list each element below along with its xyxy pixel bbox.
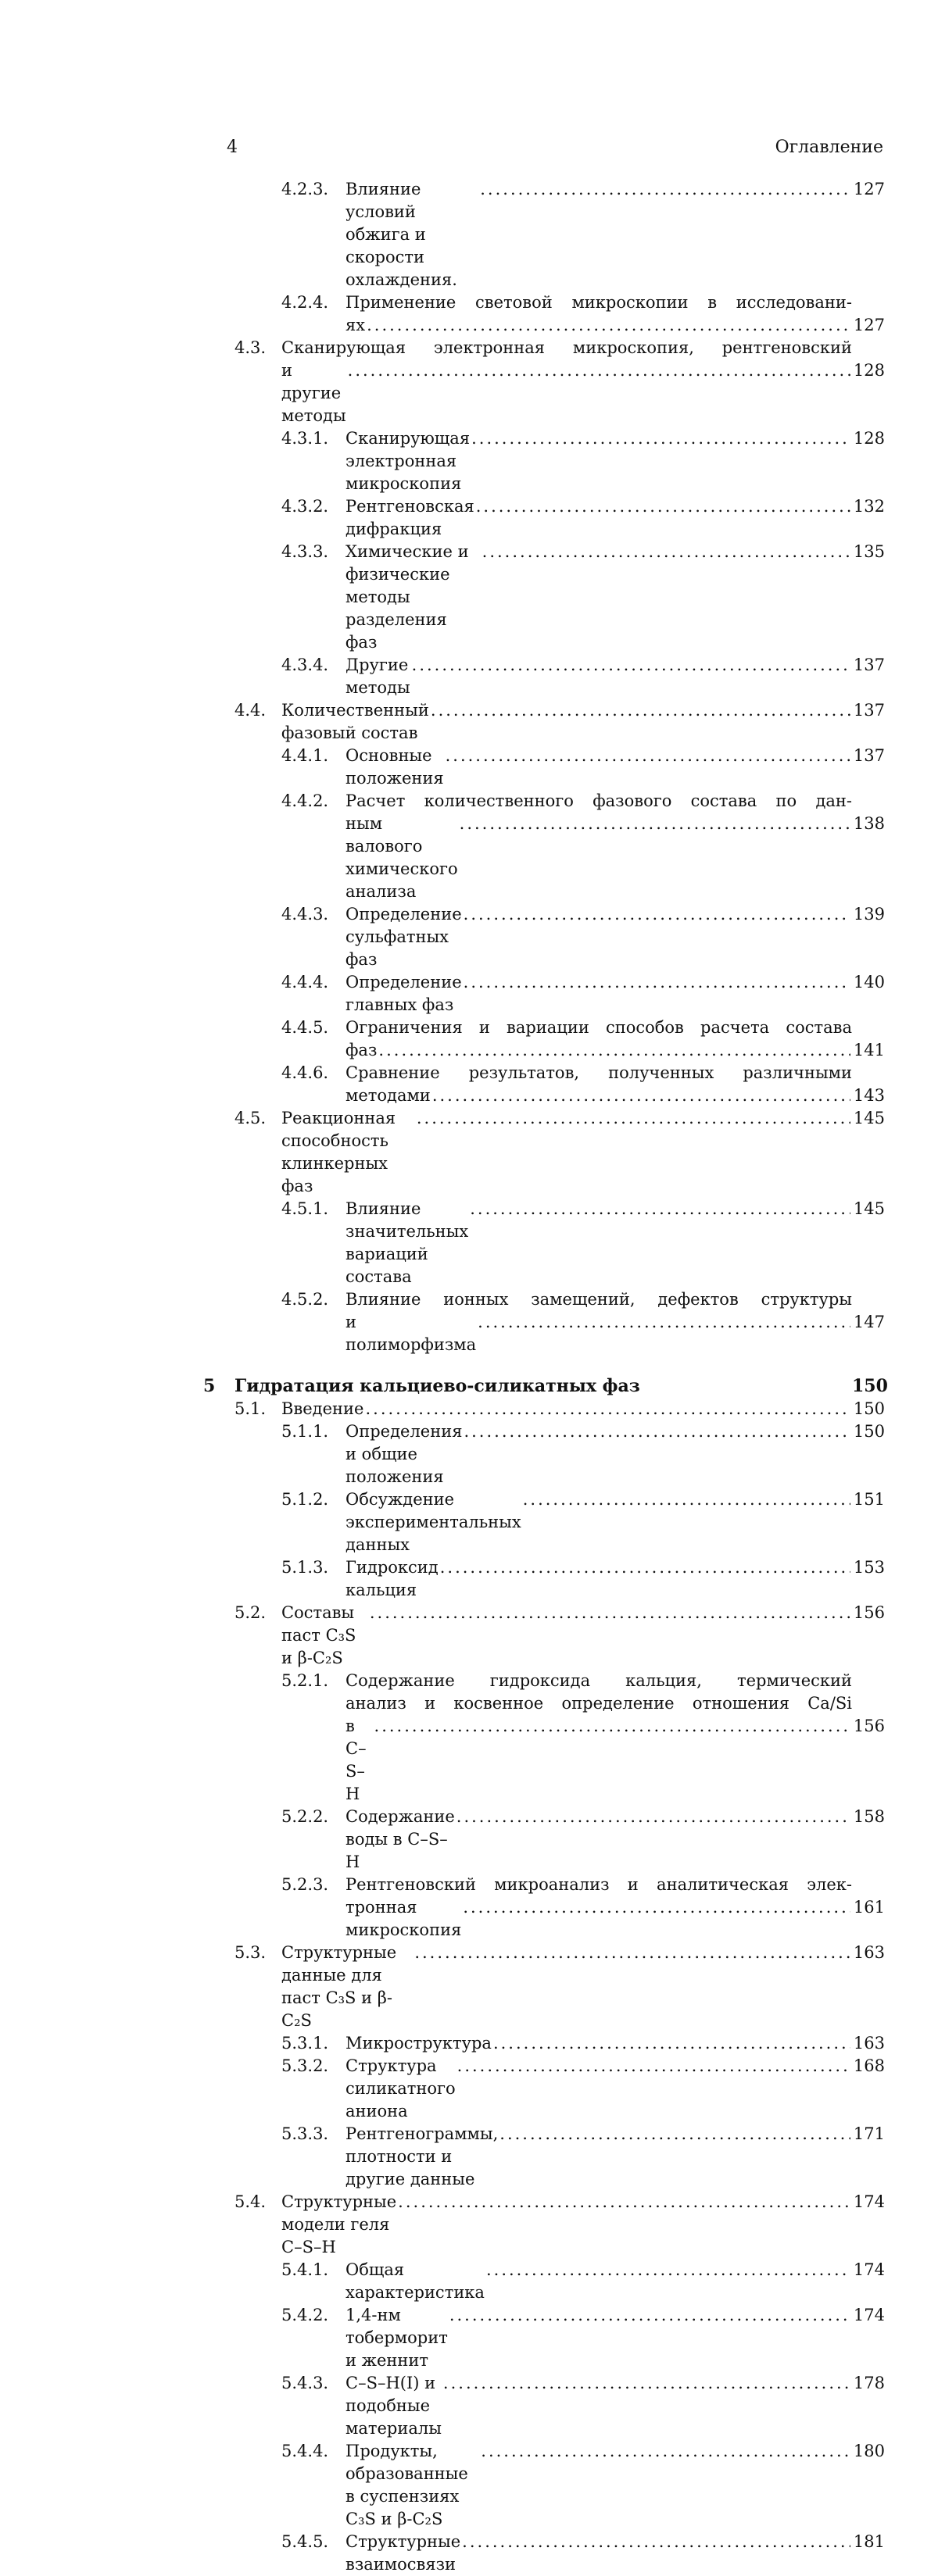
toc-entry-number: 5.4.5. xyxy=(281,2532,329,2551)
toc-entry-number: 5 xyxy=(203,1376,216,1396)
toc-entry-page: 161 xyxy=(853,1898,885,1917)
dot-leader xyxy=(471,427,850,450)
toc-entry-body xyxy=(345,790,885,903)
toc-entry-title: Структурные взаимосвязи xyxy=(345,2532,461,2574)
toc-entry-page: 156 xyxy=(853,1603,885,1622)
toc-entry[interactable] xyxy=(203,1874,885,1942)
toc-entry-number: 5.4.2. xyxy=(281,2306,329,2324)
toc-entry-body xyxy=(345,971,885,1016)
toc-entry-page: 128 xyxy=(853,429,885,448)
toc-entry-title: Влияние значительных вариаций состава xyxy=(345,1199,469,1286)
toc-entry[interactable] xyxy=(203,745,885,790)
dot-leader xyxy=(398,2191,850,2213)
toc-entry-number: 5.2. xyxy=(234,1603,267,1622)
toc-entry-number: 4.4.4. xyxy=(281,973,329,991)
toc-entry-title: Введение xyxy=(281,1399,364,1418)
dot-leader xyxy=(446,745,850,767)
toc-entry-title: Химические и физические методы разделения фаз xyxy=(345,542,469,652)
dot-leader xyxy=(463,1896,850,1919)
toc-entry-page: 141 xyxy=(853,1041,885,1059)
toc-entry[interactable] xyxy=(203,1420,885,1488)
dot-leader xyxy=(464,1420,850,1443)
toc-entry-number: 4.3.3. xyxy=(281,542,329,561)
toc-entry-number: 5.3. xyxy=(234,1943,267,1962)
toc-entry-page: 163 xyxy=(853,1943,885,1962)
toc-entry-number: 4.4.3. xyxy=(281,905,329,924)
toc-entry-number: 4.4.6. xyxy=(281,1063,329,1082)
toc-entry[interactable] xyxy=(203,427,885,495)
dot-leader xyxy=(440,1556,850,1579)
toc-entry-title: 1,4-нм тоберморит и женнит xyxy=(345,2306,448,2370)
toc-entry-body xyxy=(345,1806,885,1874)
table-of-contents xyxy=(203,178,888,2576)
dot-leader xyxy=(367,314,850,337)
toc-entry-number: 5.3.3. xyxy=(281,2124,329,2143)
toc-entry-title: Структура силикатного аниона xyxy=(345,2056,456,2120)
toc-entry-body xyxy=(345,654,885,699)
dot-leader xyxy=(412,654,850,677)
toc-entry-page: 132 xyxy=(853,497,885,516)
toc-entry-body xyxy=(345,2372,885,2440)
toc-entry-title: Рентгеновская дифракция xyxy=(345,497,474,538)
toc-entry-number: 4.3. xyxy=(234,338,267,357)
toc-entry[interactable] xyxy=(203,1062,885,1107)
toc-entry-title-line: Рентгеновский микроанализ и аналитическая элек- xyxy=(345,1875,852,1894)
toc-entry[interactable] xyxy=(203,495,885,541)
toc-entry-body xyxy=(345,1288,885,1356)
toc-entry-page: 158 xyxy=(853,1807,885,1826)
dot-leader xyxy=(456,1806,850,1828)
toc-entry-title: ях xyxy=(345,316,366,334)
toc-entry-title: Структурные данные для паст C₃S и β-C₂S xyxy=(281,1943,397,2030)
dot-leader xyxy=(464,903,850,926)
running-head-title: Оглавление xyxy=(775,138,883,157)
toc-entry-page: 178 xyxy=(853,2374,885,2392)
toc-entry-number: 4.3.1. xyxy=(281,429,329,448)
dot-leader xyxy=(443,2372,850,2395)
toc-entry[interactable] xyxy=(203,654,885,699)
toc-entry-number: 5.4.1. xyxy=(281,2260,329,2279)
toc-entry-body xyxy=(281,337,885,427)
toc-entry-page: 174 xyxy=(853,2192,885,2211)
toc-entry-body xyxy=(345,2123,885,2191)
toc-entry[interactable] xyxy=(203,2372,885,2440)
toc-entry-body xyxy=(345,1874,885,1942)
toc-entry-body xyxy=(281,699,885,745)
toc-entry-title: Реакционная способность клинкерных фаз xyxy=(281,1109,396,1195)
dot-leader xyxy=(374,1715,850,1738)
toc-entry[interactable] xyxy=(203,699,885,745)
toc-entry[interactable] xyxy=(203,178,885,291)
toc-entry-page: 137 xyxy=(853,701,885,720)
toc-entry-number: 4.4. xyxy=(234,701,267,720)
toc-entry-page: 151 xyxy=(853,1490,885,1509)
toc-entry[interactable] xyxy=(203,1670,885,1806)
toc-entry[interactable] xyxy=(203,1806,885,1874)
toc-entry-title: C–S–H(I) и подобные материалы xyxy=(345,2374,442,2438)
toc-entry[interactable] xyxy=(203,903,885,971)
toc-entry-title-line: Ограничения и вариации способов расчета состава xyxy=(345,1018,852,1037)
toc-entry-body xyxy=(281,1107,885,1198)
toc-chapter-entry[interactable] xyxy=(203,1375,888,1398)
dot-leader xyxy=(414,1942,850,1964)
toc-entry-page: 180 xyxy=(853,2442,885,2460)
toc-entry-body xyxy=(345,291,885,337)
toc-entry-title: Составы паст C₃S и β-C₂S xyxy=(281,1603,356,1667)
toc-entry-number: 5.1.1. xyxy=(281,1422,329,1441)
toc-entry-page: 150 xyxy=(852,1376,888,1396)
toc-entry-page: 127 xyxy=(853,180,885,198)
toc-entry-title: ным валового химического анализа xyxy=(345,814,458,901)
toc-entry-page: 128 xyxy=(853,361,885,380)
toc-entry-body xyxy=(345,2304,885,2372)
toc-entry-body xyxy=(345,745,885,790)
running-head xyxy=(227,138,883,161)
toc-entry-page: 163 xyxy=(853,2034,885,2053)
toc-entry-number: 4.3.2. xyxy=(281,497,329,516)
toc-entry-page: 137 xyxy=(853,746,885,765)
toc-entry-number: 5.2.1. xyxy=(281,1671,329,1690)
dot-leader xyxy=(348,359,850,382)
toc-entry-title: Количественный фазовый состав xyxy=(281,701,429,742)
toc-entry-body xyxy=(345,2032,885,2055)
toc-entry-body xyxy=(345,1198,885,1288)
toc-entry-body xyxy=(234,1375,888,1398)
toc-entry-body xyxy=(345,2259,885,2304)
dot-leader xyxy=(482,541,850,563)
toc-entry-page: 137 xyxy=(853,656,885,674)
dot-leader xyxy=(486,2259,850,2281)
toc-entry-number: 4.5.1. xyxy=(281,1199,329,1218)
dot-leader xyxy=(432,1084,850,1107)
toc-entry-title-line: Содержание гидроксида кальция, термический xyxy=(345,1671,852,1690)
toc-entry[interactable] xyxy=(203,291,885,337)
toc-entry[interactable] xyxy=(203,2259,885,2304)
toc-entry[interactable] xyxy=(203,1556,885,1602)
toc-entry[interactable] xyxy=(203,2055,885,2123)
toc-entry-title: Определения и общие положения xyxy=(345,1422,463,1486)
toc-entry-number: 5.2.2. xyxy=(281,1807,329,1826)
toc-entry[interactable] xyxy=(203,790,885,903)
dot-leader xyxy=(470,1198,850,1220)
toc-entry[interactable] xyxy=(203,1602,885,1670)
toc-entry-page: 168 xyxy=(853,2056,885,2075)
toc-entry-title-line: Сравнение результатов, полученных различными xyxy=(345,1063,852,1082)
toc-entry-title: Структурные модели геля C–S–H xyxy=(281,2192,397,2256)
toc-entry-page: 143 xyxy=(853,1086,885,1105)
toc-entry-body xyxy=(281,1398,885,1420)
dot-leader xyxy=(417,1107,850,1130)
page-number: 4 xyxy=(227,138,238,157)
toc-entry[interactable] xyxy=(203,2032,885,2055)
toc-entry-title: фаз xyxy=(345,1041,378,1059)
toc-entry-page: 181 xyxy=(853,2532,885,2551)
toc-entry-title: Определение главных фаз xyxy=(345,973,462,1014)
toc-entry-title: и другие методы xyxy=(281,361,346,425)
toc-entry-page: 150 xyxy=(853,1422,885,1441)
toc-entry-number: 5.1.3. xyxy=(281,1558,329,1577)
toc-entry-body xyxy=(345,2055,885,2123)
toc-entry-number: 4.3.4. xyxy=(281,656,329,674)
toc-entry-number: 5.4.4. xyxy=(281,2442,329,2460)
toc-entry-body xyxy=(281,2191,885,2259)
toc-entry-number: 5.4. xyxy=(234,2192,267,2211)
dot-leader xyxy=(481,2440,850,2463)
dot-leader xyxy=(378,1039,850,1062)
toc-entry[interactable] xyxy=(203,2531,885,2576)
toc-entry-number: 5.1. xyxy=(234,1399,267,1418)
toc-entry-body xyxy=(345,541,885,654)
toc-entry-body xyxy=(345,1420,885,1488)
toc-entry-body xyxy=(345,427,885,495)
toc-entry-title-line: Влияние ионных замещений, дефектов структуры xyxy=(345,1290,852,1309)
toc-entry-page: 138 xyxy=(853,814,885,833)
toc-entry-title: тронная микроскопия xyxy=(345,1898,462,1939)
toc-entry-title: методами xyxy=(345,1086,431,1105)
toc-entry[interactable] xyxy=(203,2304,885,2372)
toc-entry-page: 140 xyxy=(853,973,885,991)
toc-entry[interactable] xyxy=(203,541,885,654)
toc-entry-title-line: Расчет количественного фазового состава по дан- xyxy=(345,791,852,810)
dot-leader xyxy=(460,813,850,835)
toc-entry-body xyxy=(281,1602,885,1670)
dot-leader xyxy=(462,2531,850,2553)
toc-entry[interactable] xyxy=(203,1016,885,1062)
toc-entry-number: 4.5. xyxy=(234,1109,267,1127)
dot-leader xyxy=(464,971,850,994)
toc-entry-body xyxy=(281,1942,885,2032)
toc-entry-body xyxy=(345,1488,885,1556)
toc-entry[interactable] xyxy=(203,971,885,1016)
toc-entry-title: и полиморфизма xyxy=(345,1313,477,1354)
toc-entry-page: 156 xyxy=(853,1717,885,1735)
toc-entry[interactable] xyxy=(203,1107,885,1198)
toc-entry-title: Общая характеристика xyxy=(345,2260,485,2302)
dot-leader xyxy=(365,1398,850,1420)
toc-entry-page: 145 xyxy=(853,1199,885,1218)
toc-entry-number: 5.3.1. xyxy=(281,2034,329,2053)
toc-entry-number: 4.4.1. xyxy=(281,746,329,765)
toc-entry-page: 145 xyxy=(853,1109,885,1127)
toc-entry-body xyxy=(345,178,885,291)
toc-entry[interactable] xyxy=(203,1488,885,1556)
toc-entry[interactable] xyxy=(203,1198,885,1288)
toc-entry-title: Обсуждение экспериментальных данных xyxy=(345,1490,521,1554)
dot-leader xyxy=(431,699,850,722)
toc-entry-title: в C–S–H xyxy=(345,1717,367,1803)
toc-entry-title: Гидроксид кальция xyxy=(345,1558,439,1599)
toc-entry[interactable] xyxy=(203,1288,885,1356)
toc-entry-number: 4.4.2. xyxy=(281,791,329,810)
toc-entry-page: 174 xyxy=(853,2306,885,2324)
dot-leader xyxy=(370,1602,850,1624)
toc-entry[interactable] xyxy=(203,337,885,427)
toc-entry-page: 153 xyxy=(853,1558,885,1577)
toc-entry-body xyxy=(345,1670,885,1806)
toc-entry-title-line: Сканирующая электронная микроскопия, рентгеновский xyxy=(281,338,852,357)
dot-leader xyxy=(523,1488,850,1511)
toc-entry-number: 5.2.3. xyxy=(281,1875,329,1894)
toc-entry-title: Другие методы xyxy=(345,656,410,697)
toc-entry-body xyxy=(345,495,885,541)
toc-entry-page: 150 xyxy=(853,1399,885,1418)
toc-entry-page: 174 xyxy=(853,2260,885,2279)
toc-entry-number: 4.4.5. xyxy=(281,1018,329,1037)
toc-entry-title: Сканирующая электронная микроскопия xyxy=(345,429,471,493)
toc-entry-number: 5.3.2. xyxy=(281,2056,329,2075)
toc-entry-page: 127 xyxy=(853,316,885,334)
toc-entry-number: 4.2.3. xyxy=(281,180,329,198)
toc-entry-number: 4.2.4. xyxy=(281,293,329,312)
toc-entry[interactable] xyxy=(203,2440,885,2531)
dot-leader xyxy=(476,495,850,518)
dot-leader xyxy=(493,2032,850,2055)
toc-entry-title: Продукты, образованные в суспензиях C₃S и β-C₂S xyxy=(345,2442,468,2528)
toc-entry[interactable] xyxy=(203,2191,885,2259)
toc-entry-title: Микроструктура xyxy=(345,2034,492,2053)
toc-entry-page: 147 xyxy=(853,1313,885,1331)
toc-entry-number: 5.1.2. xyxy=(281,1490,329,1509)
toc-entry-body xyxy=(345,2440,885,2531)
toc-entry-title: Влияние условий обжига и скорости охлаждения. xyxy=(345,180,457,289)
toc-entry[interactable] xyxy=(203,2123,885,2191)
toc-entry-body xyxy=(345,903,885,971)
toc-entry-page: 135 xyxy=(853,542,885,561)
toc-entry-title: Определение сульфатных фаз xyxy=(345,905,462,969)
dot-leader xyxy=(449,2304,850,2327)
toc-entry-title: Рентгенограммы, плотности и другие данные xyxy=(345,2124,499,2188)
dot-leader xyxy=(478,1311,850,1334)
toc-entry-body xyxy=(345,1556,885,1602)
toc-entry[interactable] xyxy=(203,1398,885,1420)
toc-entry-title-line: Применение световой микроскопии в исследовани- xyxy=(345,293,852,312)
toc-entry-title: Содержание воды в C–S–H xyxy=(345,1807,455,1871)
toc-entry-title-line: анализ и косвенное определение отношения Ca/Si xyxy=(345,1694,852,1713)
toc-entry-page: 171 xyxy=(853,2124,885,2143)
toc-entry-title: Гидратация кальциево-силикатных фаз xyxy=(234,1376,640,1396)
toc-entry-number: 5.4.3. xyxy=(281,2374,329,2392)
toc-entry-body xyxy=(345,2531,885,2576)
toc-entry[interactable] xyxy=(203,1942,885,2032)
toc-entry-title: Основные положения xyxy=(345,746,444,788)
toc-entry-number: 4.5.2. xyxy=(281,1290,329,1309)
dot-leader xyxy=(457,2055,850,2078)
dot-leader xyxy=(499,2123,850,2145)
toc-entry-body xyxy=(345,1062,885,1107)
dot-leader xyxy=(480,178,850,201)
toc-entry-body xyxy=(345,1016,885,1062)
toc-entry-page: 139 xyxy=(853,905,885,924)
